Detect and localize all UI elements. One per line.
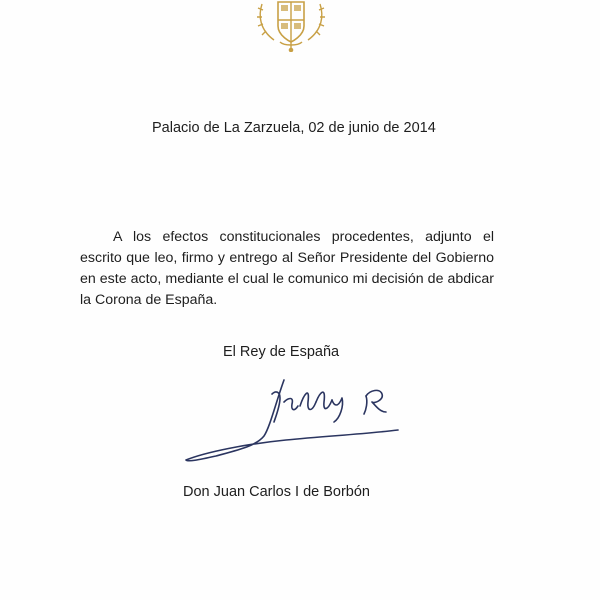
signature-icon <box>176 372 406 472</box>
signatory-name: Don Juan Carlos I de Borbón <box>183 484 370 500</box>
closing-title: El Rey de España <box>223 344 340 360</box>
date-line: Palacio de La Zarzuela, 02 de junio de 2014 <box>152 120 436 136</box>
royal-crest-icon <box>254 0 328 52</box>
letter-body: A los efectos constitucionales procedentes, adjunto el escrito que leo, firmo y entrego al Señor Presidente del Gobierno en este acto, mediante el cual le comunico mi decisión de abdicar la Corona de España. <box>80 229 494 308</box>
